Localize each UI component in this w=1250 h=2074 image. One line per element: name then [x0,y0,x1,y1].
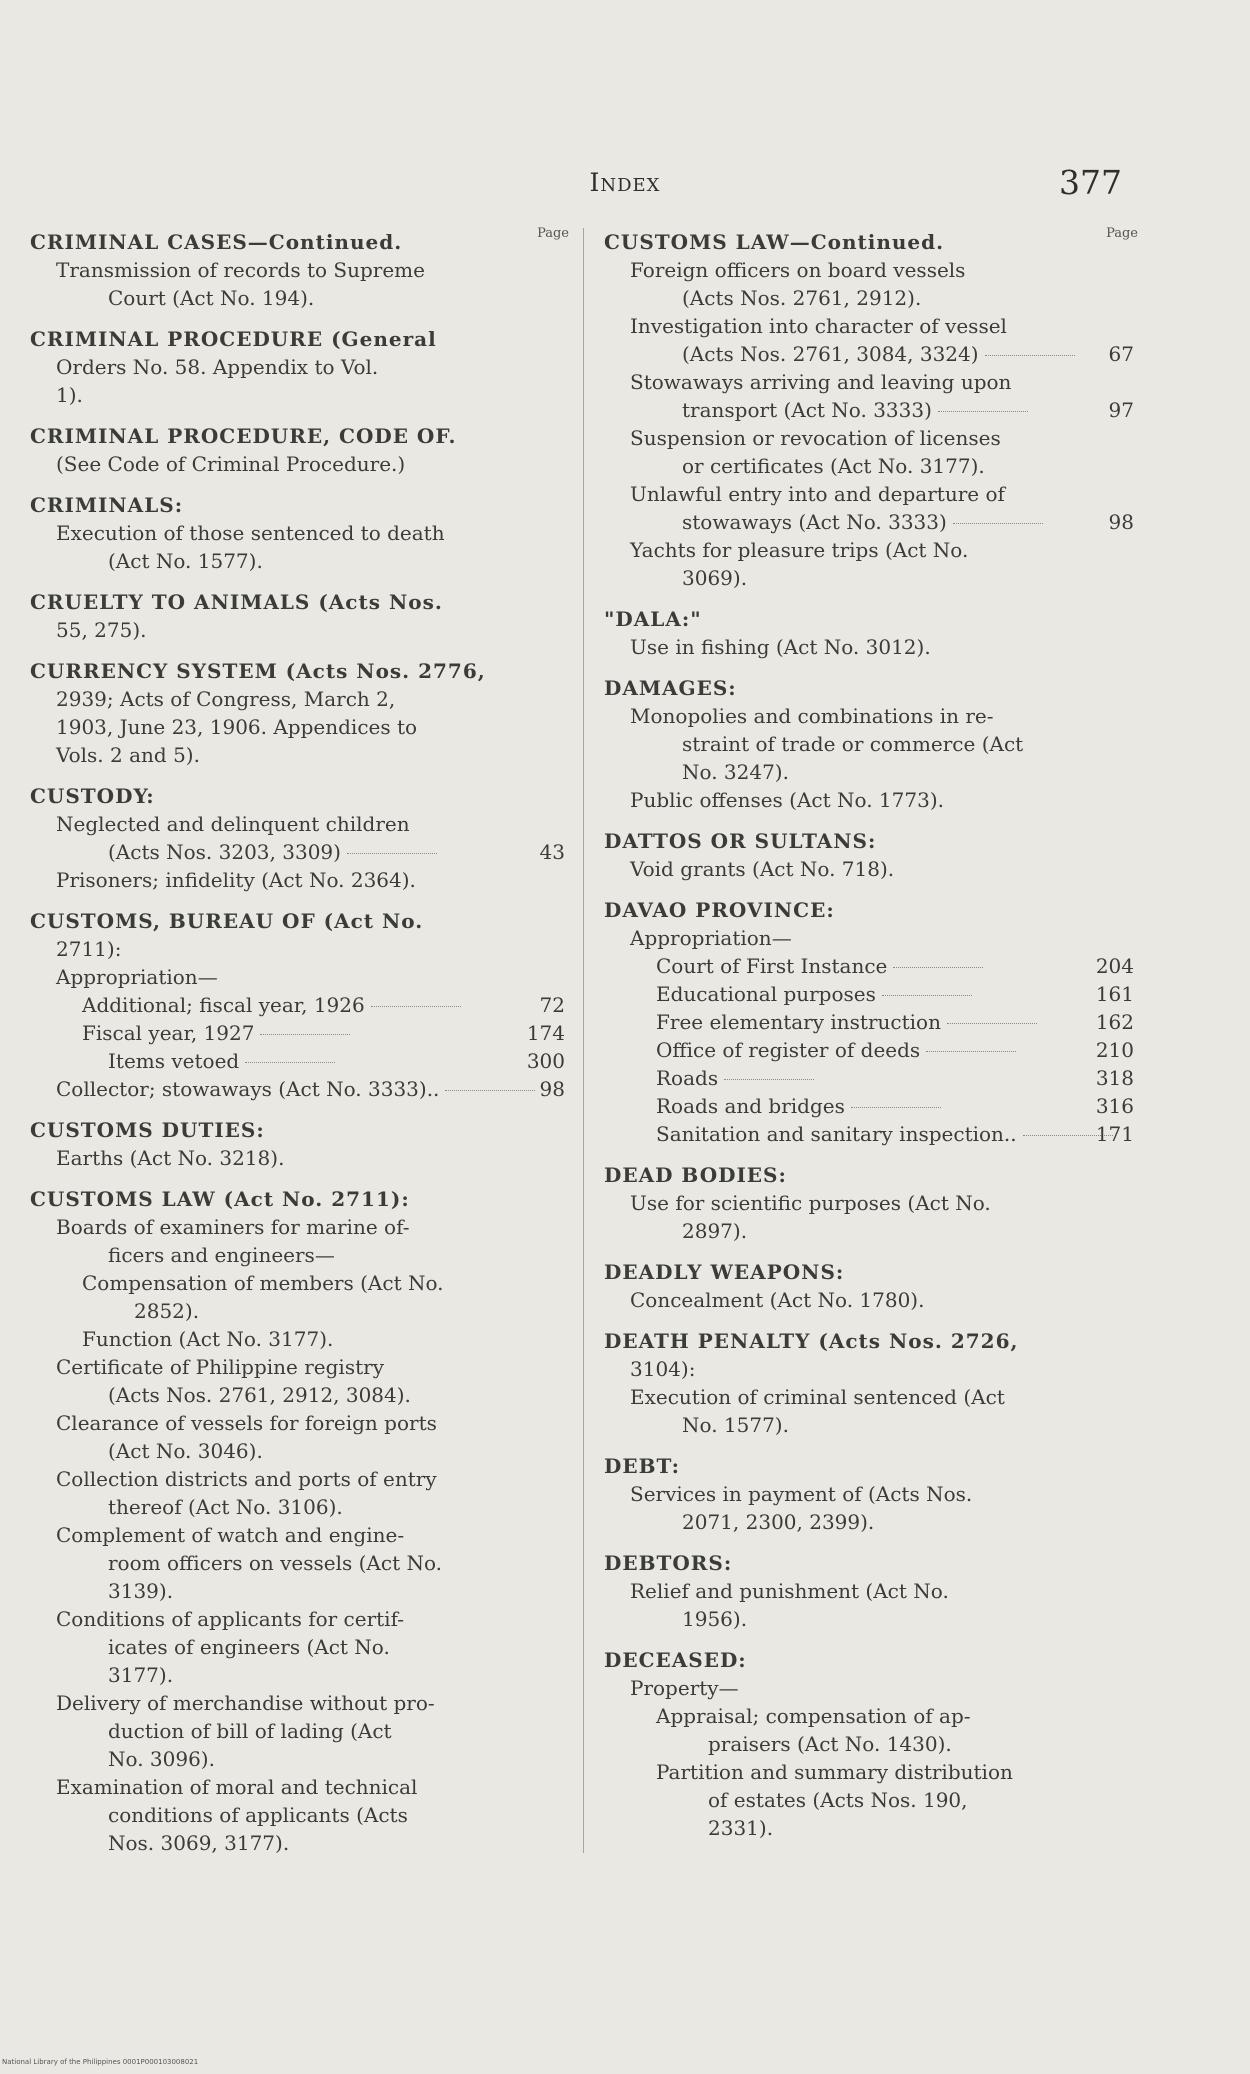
index-subentry [604,1092,1134,1120]
index-subentry [604,980,1134,1008]
entry-text: (See Code of Criminal Procedure.) [56,452,406,476]
entry-text: "DALA:" [604,607,702,631]
entry-text: or certificates (Act No. 3177). [682,454,985,478]
entry-text: 2331). [708,1816,774,1840]
index-subentry [604,536,1134,564]
index-subentry [604,702,1134,730]
entry-text: Compensation of members (Act No. [82,1271,444,1295]
entry-text: 3069). [682,566,748,590]
entry-text: 2071, 2300, 2399). [682,1510,875,1534]
index-heading [30,491,565,519]
entry-text: 3139). [108,1579,174,1603]
index-subentry [604,855,1134,883]
index-subentry [30,1213,565,1241]
index-subentry [30,1549,565,1577]
entry-text: No. 3096). [108,1747,215,1771]
entry-text: Complement of watch and engine- [56,1523,405,1547]
page-reference: 318 [1095,1066,1134,1090]
index-subentry [30,1829,565,1857]
entry-text: (Acts Nos. 3203, 3309) [108,840,341,864]
index-entry [604,827,1134,883]
index-subentry [604,396,1134,424]
dot-leader [985,355,1075,356]
index-subentry [604,786,1134,814]
index-subentry [30,1353,565,1381]
index-subentry [30,284,565,312]
entry-text: Prisoners; infidelity (Act No. 2364). [56,868,416,892]
index-subentry [604,633,1134,661]
index-subentry [604,1189,1134,1217]
entry-text: DAVAO PROVINCE: [604,898,835,922]
dot-leader [245,1062,335,1063]
index-entry [30,782,565,894]
index-heading [604,1549,1134,1577]
index-subentry [30,1633,565,1661]
index-subentry [30,685,565,713]
entry-text: conditions of applicants (Acts [108,1803,408,1827]
index-subentry [30,1773,565,1801]
entry-text: 3104): [630,1357,696,1381]
index-subentry [30,1745,565,1773]
entry-text: Examination of moral and technical [56,1775,418,1799]
entry-text: CRIMINAL CASES—Continued. [30,230,403,254]
index-subentry [604,1814,1134,1842]
dot-leader [882,995,972,996]
entry-text: Collection districts and ports of entry [56,1467,437,1491]
entry-text: Appropriation— [630,926,792,950]
entry-text: straint of trade or commerce (Act [682,732,1024,756]
index-subentry [30,1577,565,1605]
entry-text: DATTOS OR SULTANS: [604,829,877,853]
index-subentry [30,838,565,866]
index-subentry [30,1801,565,1829]
page-reference: 43 [539,840,565,864]
page-number: 377 [1059,163,1122,202]
index-subentry [604,1786,1134,1814]
index-entry [604,1161,1134,1245]
index-entry [30,588,565,644]
entry-text: Orders No. 58. Appendix to Vol. [56,355,379,379]
index-subentry [604,312,1134,340]
entry-text: Court (Act No. 194). [108,286,315,310]
page-reference: 97 [1108,398,1134,422]
entry-text: 1). [56,383,83,407]
index-subentry [30,1717,565,1745]
index-entry [30,491,565,575]
scan-footer: National Library of the Philippines 0001P000103008021 [2,2058,199,2066]
index-subentry [30,519,565,547]
index-subentry [30,1241,565,1269]
entry-text: Delivery of merchandise without pro- [56,1691,435,1715]
entry-text: 55, 275). [56,618,147,642]
entry-text: Investigation into character of vessel [630,314,1007,338]
entry-text: (Act No. 1577). [108,549,263,573]
index-subentry [604,924,1134,952]
entry-text: Roads and bridges [656,1094,845,1118]
dot-leader [260,1034,350,1035]
index-subentry [30,1661,565,1689]
index-subentry [30,741,565,769]
index-entry [30,228,565,312]
index-heading [30,1185,565,1213]
index-heading [604,1161,1134,1189]
entry-text: Use for scientific purposes (Act No. [630,1191,991,1215]
entry-text: Office of register of deeds [656,1038,921,1062]
dot-leader [953,523,1043,524]
entry-text: Concealment (Act No. 1780). [630,1288,925,1312]
index-entry [604,674,1134,814]
index-subentry [604,1411,1134,1439]
dot-leader [347,853,437,854]
index-subentry [30,991,565,1019]
page-reference: 162 [1095,1010,1134,1034]
page-reference: 72 [539,993,565,1017]
index-entries [604,228,1134,1842]
index-subentry [30,963,565,991]
page-reference: 161 [1095,982,1134,1006]
index-subentry [30,1075,565,1103]
page-reference: 174 [526,1021,565,1045]
index-entry [30,1116,565,1172]
index-subentry [30,450,565,478]
index-heading [604,1327,1134,1355]
index-subentry [604,340,1134,368]
index-subentry [604,1730,1134,1758]
index-heading [30,657,565,685]
index-entry [30,422,565,478]
entry-text: CRIMINAL PROCEDURE (General [30,327,437,351]
entry-text: DEATH PENALTY (Acts Nos. 2726, [604,1329,1019,1353]
entry-text: 2852). [134,1299,200,1323]
entry-text: Property— [630,1676,739,1700]
dot-leader [445,1090,535,1091]
dot-leader [724,1079,814,1080]
entry-text: Neglected and delinquent children [56,812,410,836]
index-heading [30,228,565,256]
index-entry [30,325,565,409]
entry-text: Vols. 2 and 5). [56,743,200,767]
entry-text: DAMAGES: [604,676,737,700]
entry-text: Collector; stowaways (Act No. 3333).. [56,1077,440,1101]
entry-text: Boards of examiners for marine of- [56,1215,410,1239]
index-heading [30,1116,565,1144]
entry-text: Sanitation and sanitary inspection.. [656,1122,1017,1146]
index-entry [30,907,565,1103]
index-subentry [604,1577,1134,1605]
entry-text: Public offenses (Act No. 1773). [630,788,944,812]
entry-text: Yachts for pleasure trips (Act No. [630,538,969,562]
index-subentry [604,452,1134,480]
index-subentry [604,564,1134,592]
dot-leader [938,411,1028,412]
index-heading [30,782,565,810]
index-subentry [604,368,1134,396]
entry-text: Appraisal; compensation of ap- [656,1704,971,1728]
index-entry [604,1452,1134,1536]
page-reference: 98 [539,1077,565,1101]
index-subentry [30,1521,565,1549]
entry-text: Appropriation— [56,965,218,989]
index-subentry [30,1325,565,1353]
page-title: Index [589,168,661,197]
entry-text: Unlawful entry into and departure of [630,482,1005,506]
index-heading [30,325,565,353]
index-subentry [604,952,1134,980]
entry-text: Services in payment of (Acts Nos. [630,1482,973,1506]
entry-text: Function (Act No. 3177). [82,1327,334,1351]
entry-text: (Acts Nos. 2761, 2912, 3084). [108,1383,411,1407]
index-entries [30,228,565,1857]
entry-text: Roads [656,1066,719,1090]
entry-text: DECEASED: [604,1648,747,1672]
dot-leader [926,1051,1016,1052]
index-column-right [604,226,1138,1855]
entry-text: 1956). [682,1607,748,1631]
entry-text: Execution of those sentenced to death [56,521,445,545]
index-subentry [604,1383,1134,1411]
entry-text: Nos. 3069, 3177). [108,1831,290,1855]
page-reference: 171 [1095,1122,1134,1146]
entry-text: DEAD BODIES: [604,1163,787,1187]
entry-text: Partition and summary distribution [656,1760,1013,1784]
index-subentry [30,1465,565,1493]
entry-text: No. 3247). [682,760,789,784]
index-subentry [604,1480,1134,1508]
index-subentry [30,1144,565,1172]
entry-text: Relief and punishment (Act No. [630,1579,949,1603]
index-subentry [30,810,565,838]
entry-text: Certificate of Philippine registry [56,1355,384,1379]
index-column-left [30,226,569,1870]
index-entry [604,1549,1134,1633]
page-reference: 210 [1095,1038,1134,1062]
entry-text: Suspension or revocation of licenses [630,426,1001,450]
index-heading [604,1646,1134,1674]
index-entry [604,896,1134,1148]
entry-text: CUSTOMS, BUREAU OF (Act No. [30,909,424,933]
index-subentry [30,353,565,381]
index-subentry [30,256,565,284]
entry-text: ficers and engineers— [108,1243,335,1267]
entry-text: DEADLY WEAPONS: [604,1260,845,1284]
entry-text: Conditions of applicants for certif- [56,1607,405,1631]
entry-text: stowaways (Act No. 3333) [682,510,947,534]
entry-text: Execution of criminal sentenced (Act [630,1385,1005,1409]
index-subentry [30,616,565,644]
index-subentry [30,1297,565,1325]
entry-text: CUSTOMS DUTIES: [30,1118,265,1142]
entry-text: 2897). [682,1219,748,1243]
index-subentry [30,866,565,894]
index-entry [604,1327,1134,1439]
entry-text: Fiscal year, 1927 [82,1021,255,1045]
page-reference: 316 [1095,1094,1134,1118]
index-heading [30,588,565,616]
entry-text: 3177). [108,1663,174,1687]
index-subentry [30,381,565,409]
index-subentry [604,480,1134,508]
entry-text: 1903, June 23, 1906. Appendices to [56,715,418,739]
index-subentry [30,1047,565,1075]
index-subentry [30,1605,565,1633]
page-reference: 300 [526,1049,565,1073]
entry-text: DEBTORS: [604,1551,733,1575]
dot-leader [893,967,983,968]
entry-text: CUSTOMS LAW—Continued. [604,230,945,254]
entry-text: Transmission of records to Supreme [56,258,425,282]
index-entry [604,1646,1134,1842]
index-subentry [604,758,1134,786]
index-subentry [30,1437,565,1465]
page-column-label: Page [537,226,569,241]
entry-text: Monopolies and combinations in re- [630,704,994,728]
index-subentry [604,1674,1134,1702]
index-heading [30,907,565,935]
entry-text: CRIMINALS: [30,493,184,517]
page-reference: 204 [1095,954,1134,978]
entry-text: thereof (Act No. 3106). [108,1495,343,1519]
dot-leader [371,1006,461,1007]
index-heading [604,1452,1134,1480]
entry-text: (Acts Nos. 2761, 3084, 3324) [682,342,979,366]
entry-text: Stowaways arriving and leaving upon [630,370,1012,394]
page-reference: 67 [1108,342,1134,366]
index-entry [604,228,1134,592]
entry-text: 2939; Acts of Congress, March 2, [56,687,396,711]
entry-text: CUSTODY: [30,784,155,808]
entry-text: room officers on vessels (Act No. [108,1551,443,1575]
index-heading [604,674,1134,702]
page-column-label: Page [1106,226,1138,241]
entry-text: (Act No. 3046). [108,1439,263,1463]
index-subentry [604,1036,1134,1064]
entry-text: Use in fishing (Act No. 3012). [630,635,931,659]
entry-text: DEBT: [604,1454,681,1478]
entry-text: CRUELTY TO ANIMALS (Acts Nos. [30,590,443,614]
entry-text: CUSTOMS LAW (Act No. 2711): [30,1187,410,1211]
index-subentry [604,1217,1134,1245]
index-heading [604,228,1134,256]
index-heading [604,827,1134,855]
index-subentry [30,547,565,575]
index-subentry [604,256,1134,284]
dot-leader [851,1107,941,1108]
index-subentry [604,730,1134,758]
entry-text: Items vetoed [108,1049,240,1073]
index-subentry [30,1381,565,1409]
entry-text: Court of First Instance [656,954,888,978]
entry-text: Foreign officers on board vessels [630,258,966,282]
index-subentry [604,1702,1134,1730]
page-reference: 98 [1108,510,1134,534]
index-subentry [30,713,565,741]
index-entry [30,657,565,769]
entry-text: CURRENCY SYSTEM (Acts Nos. 2776, [30,659,486,683]
index-subentry [30,1269,565,1297]
entry-text: icates of engineers (Act No. [108,1635,390,1659]
entry-text: Educational purposes [656,982,876,1006]
index-entry [30,1185,565,1857]
entry-text: Clearance of vessels for foreign ports [56,1411,437,1435]
index-subentry [604,1758,1134,1786]
index-heading [604,896,1134,924]
entry-text: CRIMINAL PROCEDURE, CODE OF. [30,424,457,448]
entry-text: (Acts Nos. 2761, 2912). [682,286,922,310]
index-subentry [604,1605,1134,1633]
index-subentry [604,424,1134,452]
index-subentry [604,1286,1134,1314]
dot-leader [947,1023,1037,1024]
index-subentry [30,1689,565,1717]
index-subentry [30,1409,565,1437]
index-subentry [604,508,1134,536]
index-subentry [604,1355,1134,1383]
index-subentry [30,1493,565,1521]
entry-text: Additional; fiscal year, 1926 [82,993,365,1017]
entry-text: of estates (Acts Nos. 190, [708,1788,968,1812]
index-subentry [604,284,1134,312]
index-subentry [30,935,565,963]
index-subentry [604,1008,1134,1036]
entry-text: praisers (Act No. 1430). [708,1732,952,1756]
index-entry [604,1258,1134,1314]
index-entry [604,605,1134,661]
index-heading [604,1258,1134,1286]
index-subentry [604,1064,1134,1092]
column-divider [583,228,584,1853]
index-subentry [604,1508,1134,1536]
entry-text: duction of bill of lading (Act [108,1719,392,1743]
index-heading [30,422,565,450]
entry-text: 2711): [56,937,122,961]
entry-text: No. 1577). [682,1413,789,1437]
entry-text: Free elementary instruction [656,1010,941,1034]
index-subentry [604,1120,1134,1148]
entry-text: transport (Act No. 3333) [682,398,932,422]
entry-text: Void grants (Act No. 718). [630,857,895,881]
index-subentry [30,1019,565,1047]
entry-text: Earths (Act No. 3218). [56,1146,285,1170]
index-heading [604,605,1134,633]
